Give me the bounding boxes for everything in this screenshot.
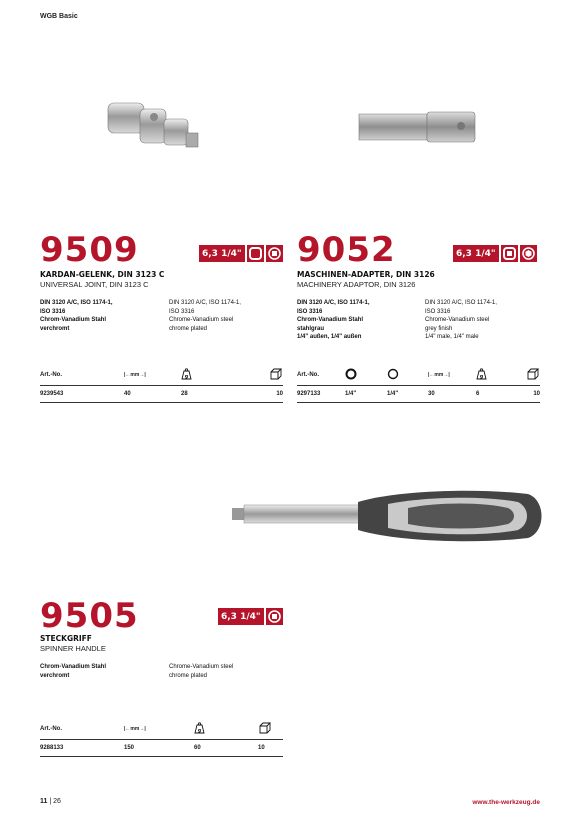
table-row: 9288133 150 60 10 (40, 739, 283, 756)
badge-group (199, 245, 283, 262)
product-title-en: UNIVERSAL JOINT, DIN 3123 C (40, 280, 149, 289)
spec-en: DIN 3120 A/C, ISO 1174-1, ISO 3316 Chrome-Vanadium steel grey finish 1/4" male, 1/4" male (425, 300, 497, 340)
brand-label: WGB Basic (40, 13, 78, 20)
hex-drive-icon (345, 365, 387, 385)
weight-icon (181, 365, 251, 385)
package-icon (514, 365, 540, 385)
spec-de: DIN 3120 A/C, ISO 1174-1, ISO 3316 Chrom-Vanadium Stahl stahlgrau 1/4" außen, 1/4" außen (297, 300, 370, 340)
drive-badge: 6,3 1/4" (199, 245, 245, 262)
spec-en: Chrome-Vanadium steel chrome plated (169, 664, 234, 679)
product-number: 9052 (297, 230, 396, 270)
spinner-handle-image (228, 488, 548, 544)
drive-badge: 6,3 1/4" (453, 245, 499, 262)
product-title-en: MACHINERY ADAPTOR, DIN 3126 (297, 280, 416, 289)
spec-en: DIN 3120 A/C, ISO 1174-1, ISO 3316 Chrome-Vanadium steel chrome plated (169, 300, 241, 332)
page-number: 11 | 26 (40, 798, 61, 805)
product-title-de: STECKGRIFF (40, 634, 92, 643)
hex-socket-icon (520, 245, 537, 262)
badge-group (218, 608, 283, 625)
square-socket-icon (266, 245, 283, 262)
square-drive-icon (501, 245, 518, 262)
table-row: 9297133 1/4" 1/4" 30 6 10 (297, 385, 540, 402)
circle-drive-icon (387, 365, 428, 385)
product-number: 9509 (40, 230, 139, 270)
machinery-adaptor-image (355, 108, 485, 146)
mm-icon: |←mm→| (124, 719, 194, 739)
product-table (40, 365, 283, 403)
website-link[interactable]: www.the-werkzeug.de (472, 799, 540, 806)
product-title-de: MASCHINEN-ADAPTER, DIN 3126 (297, 270, 435, 279)
square-drive-icon (247, 245, 264, 262)
square-socket-icon (266, 608, 283, 625)
table-row: 9239543 40 28 10 (40, 385, 283, 402)
svg-text:g: g (197, 728, 202, 734)
drive-badge: 6,3 1/4" (218, 608, 264, 625)
col-art-no: Art.-No. (40, 719, 124, 739)
spec-de: Chrom-Vanadium Stahl verchromt (40, 664, 107, 679)
package-icon (258, 719, 283, 739)
package-icon (251, 365, 283, 385)
badge-group (453, 245, 537, 262)
svg-text:g: g (479, 374, 484, 380)
spec-de: DIN 3120 A/C, ISO 1174-1, ISO 3316 Chrom-Vanadium Stahl verchromt (40, 300, 113, 332)
universal-joint-image (100, 95, 210, 165)
product-table (297, 365, 540, 403)
col-art-no: Art.-No. (40, 365, 124, 385)
svg-text:g: g (184, 374, 189, 380)
product-number: 9505 (40, 596, 139, 636)
product-title-en: SPINNER HANDLE (40, 644, 106, 653)
product-title-de: KARDAN-GELENK, DIN 3123 C (40, 270, 165, 279)
weight-icon (476, 365, 514, 385)
product-table (40, 719, 283, 757)
weight-icon (194, 719, 258, 739)
mm-icon: |←mm→| (124, 365, 181, 385)
mm-icon: |←mm→| (428, 365, 476, 385)
col-art-no: Art.-No. (297, 365, 345, 385)
